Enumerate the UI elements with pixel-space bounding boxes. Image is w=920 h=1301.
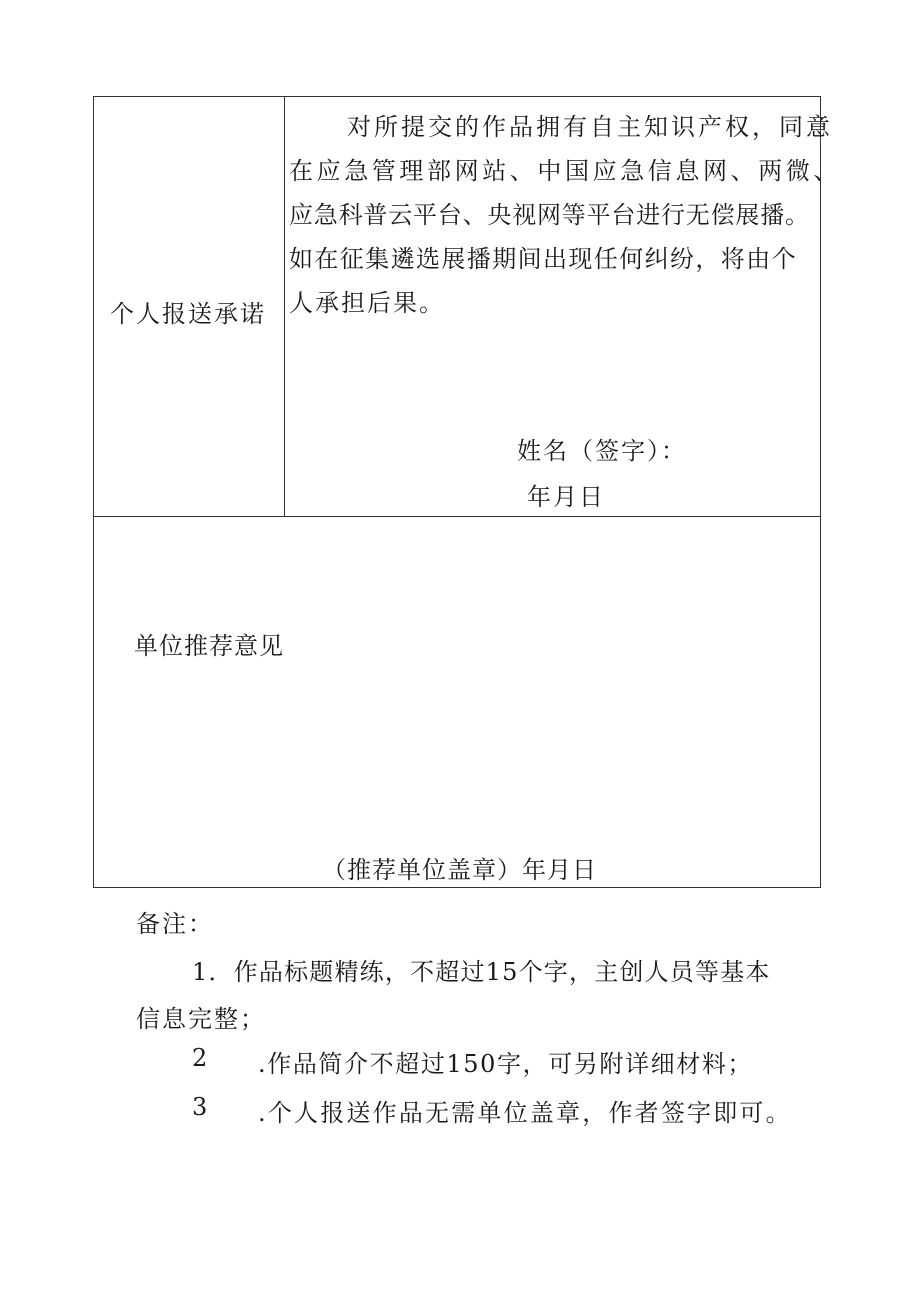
pledge-text-line: 应急科普云平台、央视网等平台进行无偿展播。 [289,201,810,229]
signature-field-label: 姓名（签字）： [517,437,687,465]
note-item-1-line-2: 信息完整； [136,1005,266,1033]
submission-form-table [93,96,841,888]
stamp-date-label: （推荐单位盖章）年月日 [322,856,597,884]
pledge-text-line: 如在征集遴选展播期间出现任何纠纷，将由个 [289,245,797,273]
notes-title: 备注： [136,910,214,938]
pledge-text-line: 人承担后果。 [289,289,445,317]
note-item-3-number: 3 [192,1093,208,1121]
recommendation-row [94,517,820,889]
pledge-row [94,97,841,517]
recommendation-label: 单位推荐意见 [134,632,284,660]
pledge-label-cell [94,97,285,516]
note-item-2-number: 2 [192,1044,208,1072]
pledge-label: 个人报送承诺 [110,300,266,328]
pledge-text-line: 在应急管理部网站、中国应急信息网、两微、 [289,157,841,185]
note-item-2-text: .作品简介不超过150字，可另附详细材料； [258,1050,754,1078]
note-item-3-text: .个人报送作品无需单位盖章，作者签字即可。 [258,1099,792,1127]
pledge-text-line: 对所提交的作品拥有自主知识产权，同意 [347,113,833,141]
pledge-content-cell [285,97,841,516]
note-item-1-line-1: 1．作品标题精练，不超过15个字，主创人员等基本 [192,958,771,986]
pledge-date-label: 年月日 [527,483,605,511]
